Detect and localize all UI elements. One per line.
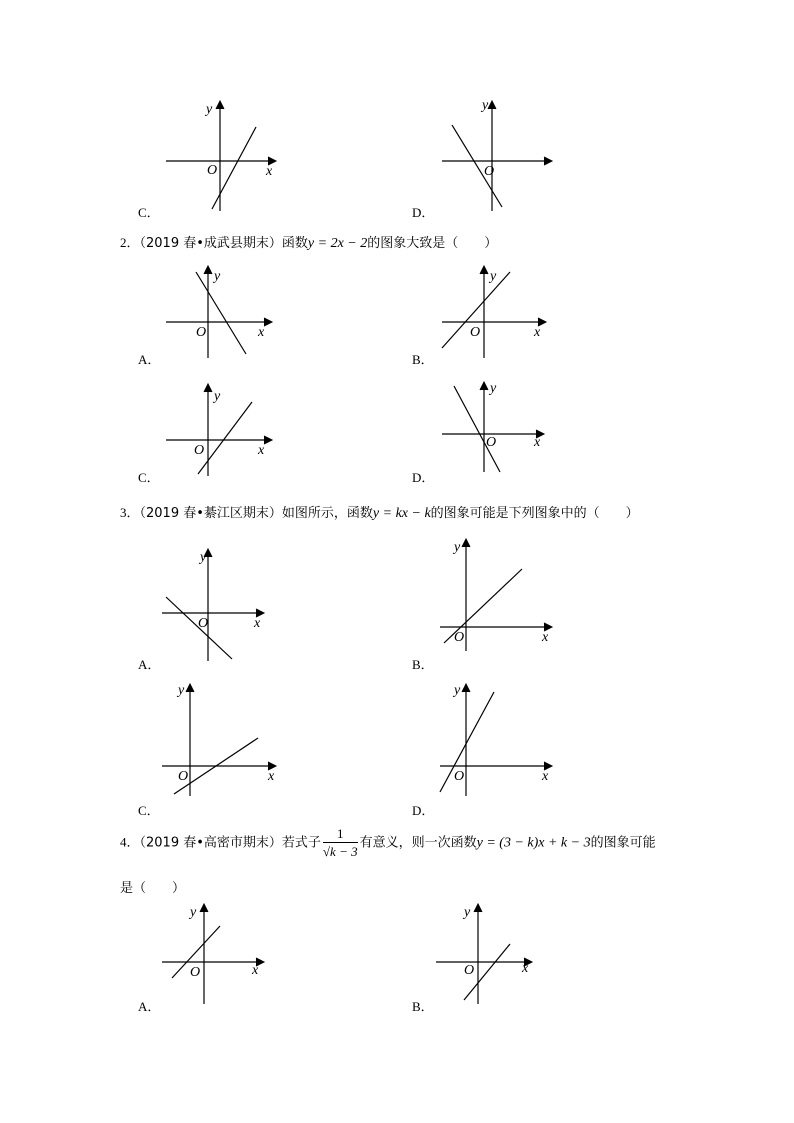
- x-label: x: [534, 325, 541, 340]
- q2-source: （2019 春•成武县期末）: [139, 236, 282, 251]
- origin-label: O: [464, 963, 475, 978]
- q1-graph-d: [436, 95, 566, 215]
- y-label: y: [206, 102, 213, 117]
- x-label: x: [258, 325, 265, 340]
- q4-stem-line2: 是（ ）: [120, 881, 186, 896]
- origin-label: O: [207, 163, 218, 178]
- q3-option-d-label[interactable]: D．: [412, 803, 435, 818]
- y-axis-arrow: [216, 101, 224, 109]
- q4-option-b-label[interactable]: B．: [412, 999, 434, 1014]
- q1-graph-c: [160, 95, 290, 215]
- q2-option-a-label[interactable]: A．: [138, 352, 161, 367]
- y-label: y: [464, 905, 471, 920]
- q3-graph-c: [158, 680, 288, 800]
- y-label: y: [482, 98, 489, 113]
- q2-option-b-label[interactable]: B．: [412, 352, 434, 367]
- q4-fraction: [323, 826, 358, 860]
- q3-graph-b: [436, 535, 566, 655]
- q3-source: （2019 春•綦江区期末）: [139, 506, 282, 521]
- q2-graph-a: [160, 262, 290, 362]
- y-label: y: [214, 269, 221, 284]
- q2-stem: [120, 232, 497, 252]
- q2-number: 2．: [120, 235, 140, 250]
- x-label: x: [534, 435, 541, 450]
- q4-formula: y = (3 − k)x + k − 3: [476, 835, 591, 851]
- q4-source: （2019 春•高密市期末）: [139, 835, 282, 851]
- axis-arrow: [474, 904, 482, 912]
- y-label: y: [490, 269, 497, 284]
- q2-option-d-label[interactable]: D．: [412, 470, 435, 485]
- x-label: x: [258, 443, 265, 458]
- graph-line: [196, 272, 246, 354]
- q3-graph-d: [436, 680, 566, 800]
- origin-label: O: [190, 965, 201, 980]
- y-label: y: [214, 389, 221, 404]
- q3-option-c-label[interactable]: C．: [138, 803, 160, 818]
- x-label: x: [542, 769, 549, 784]
- q3-option-a-label[interactable]: A．: [138, 657, 161, 672]
- q2-formula: y = 2x − 2: [307, 236, 368, 251]
- y-label: y: [200, 550, 207, 565]
- x-label: x: [266, 164, 273, 179]
- q2-option-c-label[interactable]: C．: [138, 470, 160, 485]
- graph-line: [452, 125, 502, 207]
- x-label: x: [542, 630, 549, 645]
- axis-arrow: [462, 684, 470, 692]
- q4-text-before: 若式子: [281, 835, 321, 851]
- q3-text-after: 的图象可能是下列图象中的（ ）: [430, 506, 639, 521]
- q4-number: 4．: [120, 834, 140, 850]
- q1-option-c-label[interactable]: C．: [138, 205, 160, 220]
- q4-stem: [120, 826, 656, 860]
- axis-arrow: [264, 436, 272, 444]
- q2-text-after: 的图象大致是（ ）: [367, 236, 498, 251]
- q2-graph-c: [160, 380, 290, 480]
- origin-label: O: [198, 616, 209, 631]
- axis-arrow: [264, 318, 272, 326]
- axis-arrow: [186, 684, 194, 692]
- q3-formula: y = kx − k: [372, 506, 431, 521]
- x-label: x: [268, 769, 275, 784]
- q1-option-d-label[interactable]: D．: [412, 205, 435, 220]
- q3-graph-a: [158, 545, 288, 665]
- y-label: y: [490, 381, 497, 396]
- origin-label: O: [470, 325, 481, 340]
- axis-arrow: [480, 382, 488, 390]
- x-label: x: [252, 963, 259, 978]
- y-label: y: [190, 905, 197, 920]
- q4-graph-b: [432, 900, 552, 1010]
- x-axis-arrow: [544, 157, 552, 165]
- origin-label: O: [486, 435, 497, 450]
- graph-line: [212, 127, 256, 209]
- origin-label: O: [178, 769, 189, 784]
- q4-frac-numerator: 1: [323, 826, 358, 843]
- graph-line: [198, 402, 252, 474]
- y-axis-arrow: [488, 101, 496, 109]
- y-label: y: [454, 683, 461, 698]
- origin-label: O: [196, 325, 207, 340]
- y-label: y: [454, 540, 461, 555]
- origin-label: O: [454, 769, 465, 784]
- x-label: x: [522, 961, 529, 976]
- q2-text-before: 函数: [281, 236, 308, 251]
- axis-arrow: [462, 539, 470, 547]
- y-label: y: [178, 683, 185, 698]
- q3-stem: [120, 502, 639, 522]
- q4-frac-denominator: √k − 3: [322, 844, 358, 859]
- origin-label: O: [194, 443, 205, 458]
- q3-number: 3．: [120, 505, 140, 520]
- axis-arrow: [204, 266, 212, 274]
- q3-text-before: 如图所示，函数: [281, 506, 373, 521]
- q4-text-after: 的图象可能: [590, 835, 656, 851]
- axis-arrow: [204, 384, 212, 392]
- graph-line: [454, 386, 500, 472]
- x-label: x: [254, 616, 261, 631]
- origin-label: O: [484, 164, 495, 179]
- q2-graph-b: [436, 262, 566, 362]
- q4-text-middle: 有意义，则一次函数: [359, 835, 477, 851]
- q4-option-a-label[interactable]: A．: [138, 999, 161, 1014]
- q3-option-b-label[interactable]: B．: [412, 657, 434, 672]
- q4-graph-a: [158, 900, 278, 1010]
- q2-graph-d: [436, 378, 566, 478]
- origin-label: O: [454, 630, 465, 645]
- axis-arrow: [480, 266, 488, 274]
- axis-arrow: [200, 904, 208, 912]
- graph-line: [440, 692, 494, 792]
